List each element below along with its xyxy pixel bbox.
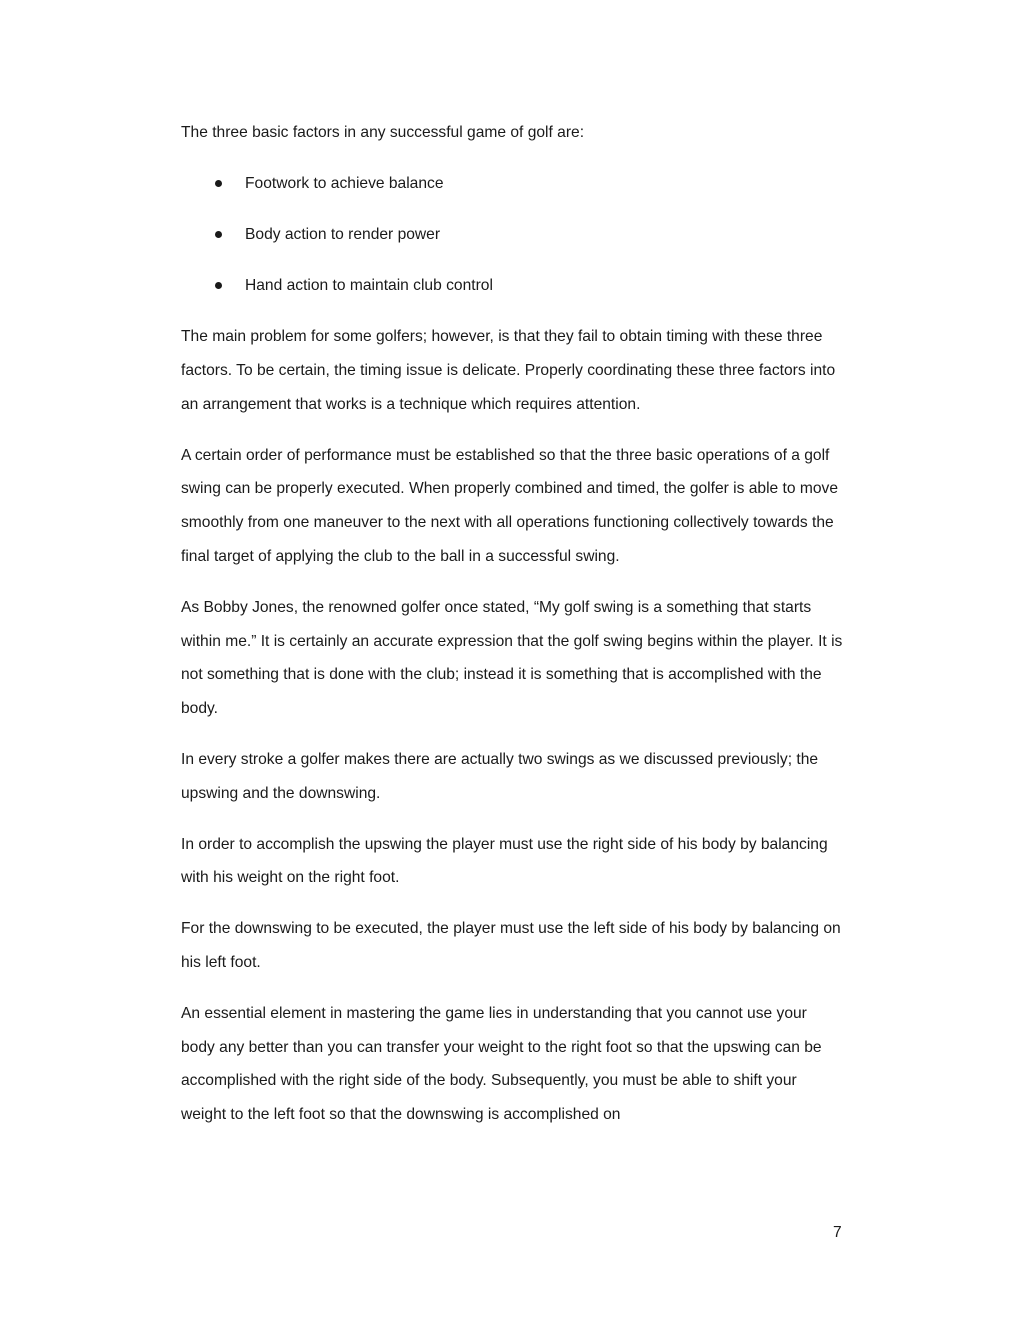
body-paragraph: In order to accomplish the upswing the player must use the right side of his body by balancing with his weight on the right foot.	[181, 835, 828, 887]
bullet-icon	[215, 231, 222, 238]
intro-paragraph: The three basic factors in any successful game of golf are:	[181, 124, 585, 141]
bullet-icon	[215, 282, 222, 289]
bullet-icon	[215, 180, 222, 187]
body-paragraph: For the downswing to be executed, the player must use the left side of his body by balancing on his left foot.	[181, 920, 841, 971]
body-paragraph: An essential element in mastering the game lies in understanding that you cannot use your body any better than you can transfer your weight to the right foot so that the upswing can be accomplished with the right side of the body. Subsequently, you must be able to shift your weight to the left foot so that the downswing is accomplished on	[181, 1004, 822, 1124]
body-paragraph: In every stroke a golfer makes there are actually two swings as we discussed previously; the upswing and the downswing.	[181, 750, 819, 802]
list-item-text: Body action to render power	[245, 226, 441, 244]
list-item-text: Hand action to maintain club control	[245, 277, 493, 295]
list-item	[181, 167, 843, 201]
factors-list	[181, 167, 843, 303]
body-paragraph: A certain order of performance must be established so that the three basic operations of a golf swing can be properly executed. When properly combined and timed, the golfer is able to move smoothly from one maneuver to the next with all operations functioning collectively towards the final target of applying the club to the ball in a successful swing.	[181, 446, 839, 565]
page-body	[181, 116, 843, 1149]
body-paragraph: The main problem for some golfers; however, is that they fail to obtain timing with these three factors. To be certain, the timing issue is delicate. Properly coordinating these three factors into an arrangement that works is a technique which requires attention.	[181, 328, 836, 413]
list-item	[181, 269, 843, 303]
list-item-text: Footwork to achieve balance	[245, 174, 444, 192]
list-item	[181, 218, 843, 252]
page-number: 7	[833, 1224, 842, 1241]
body-paragraph: As Bobby Jones, the renowned golfer once stated, “My golf swing is a something that starts within me.” It is certainly an accurate expression that the golf swing begins within the player. It is not something that is done with the club; instead it is something that is accomplished with the body.	[181, 598, 843, 718]
